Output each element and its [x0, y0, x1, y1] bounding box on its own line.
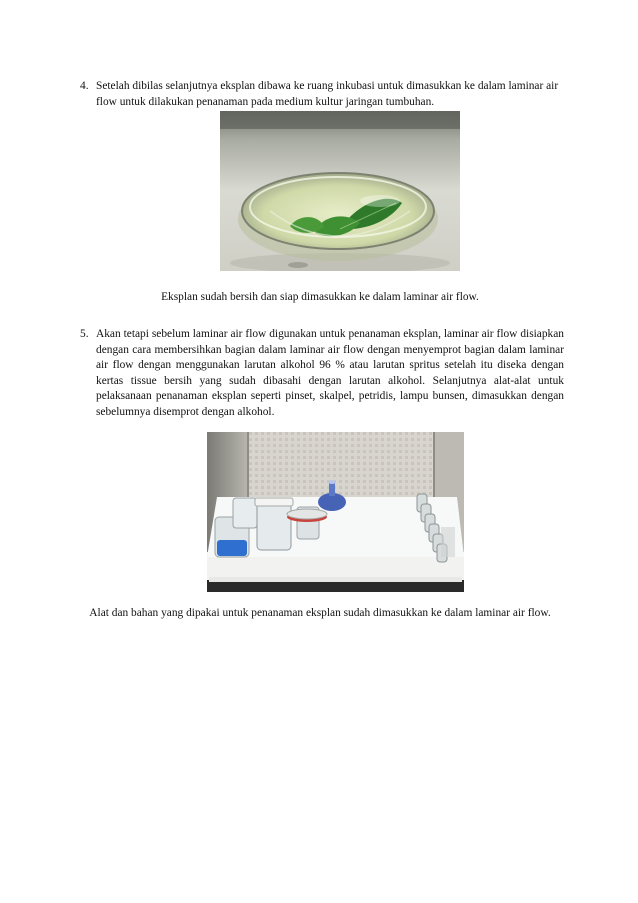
item-text: Setelah dibilas selanjutnya eksplan dibawa ke ruang inkubasi untuk dimasukkan ke dalam laminar air flow untuk dilakukan penanaman pada medium kultur jaringan tumbuhan.	[96, 80, 559, 108]
figure-caption-2: Alat dan bahan yang dipakai untuk penanaman eksplan sudah dimasukkan ke dalam laminar air flow.	[89, 607, 551, 619]
item-number: 4.	[80, 80, 89, 92]
item-text: Akan tetapi sebelum laminar air flow digunakan untuk penanaman eksplan, laminar air flow disiapkan dengan cara membersihkan bagian dalam laminar air flow dengan menyemprot bagian dalam laminar air flow dengan menggunakan larutan alkohol 96 % atau larutan spritus setelah itu diseka dengan kertas tissue bersih yang sudah dibasahi dengan larutan alkohol. Selanjutnya alat-alat untuk pelaksanaan penanaman eksplan seperti pinset, skalpel, petridis, lampu bunsen, dimasukkan dengan sebelumnya disemprot dengan alkohol.	[96, 328, 564, 418]
item-number: 5.	[80, 328, 89, 340]
figure-caption-1: Eksplan sudah bersih dan siap dimasukkan ke dalam laminar air flow.	[161, 291, 479, 303]
list-item-5	[82, 327, 564, 421]
photo-explant-bowl	[220, 111, 460, 271]
list-item-4	[82, 79, 564, 110]
laminar-air-flow-image	[207, 432, 464, 592]
photo-laminar-air-flow	[207, 432, 464, 592]
explant-bowl-image	[220, 111, 460, 271]
